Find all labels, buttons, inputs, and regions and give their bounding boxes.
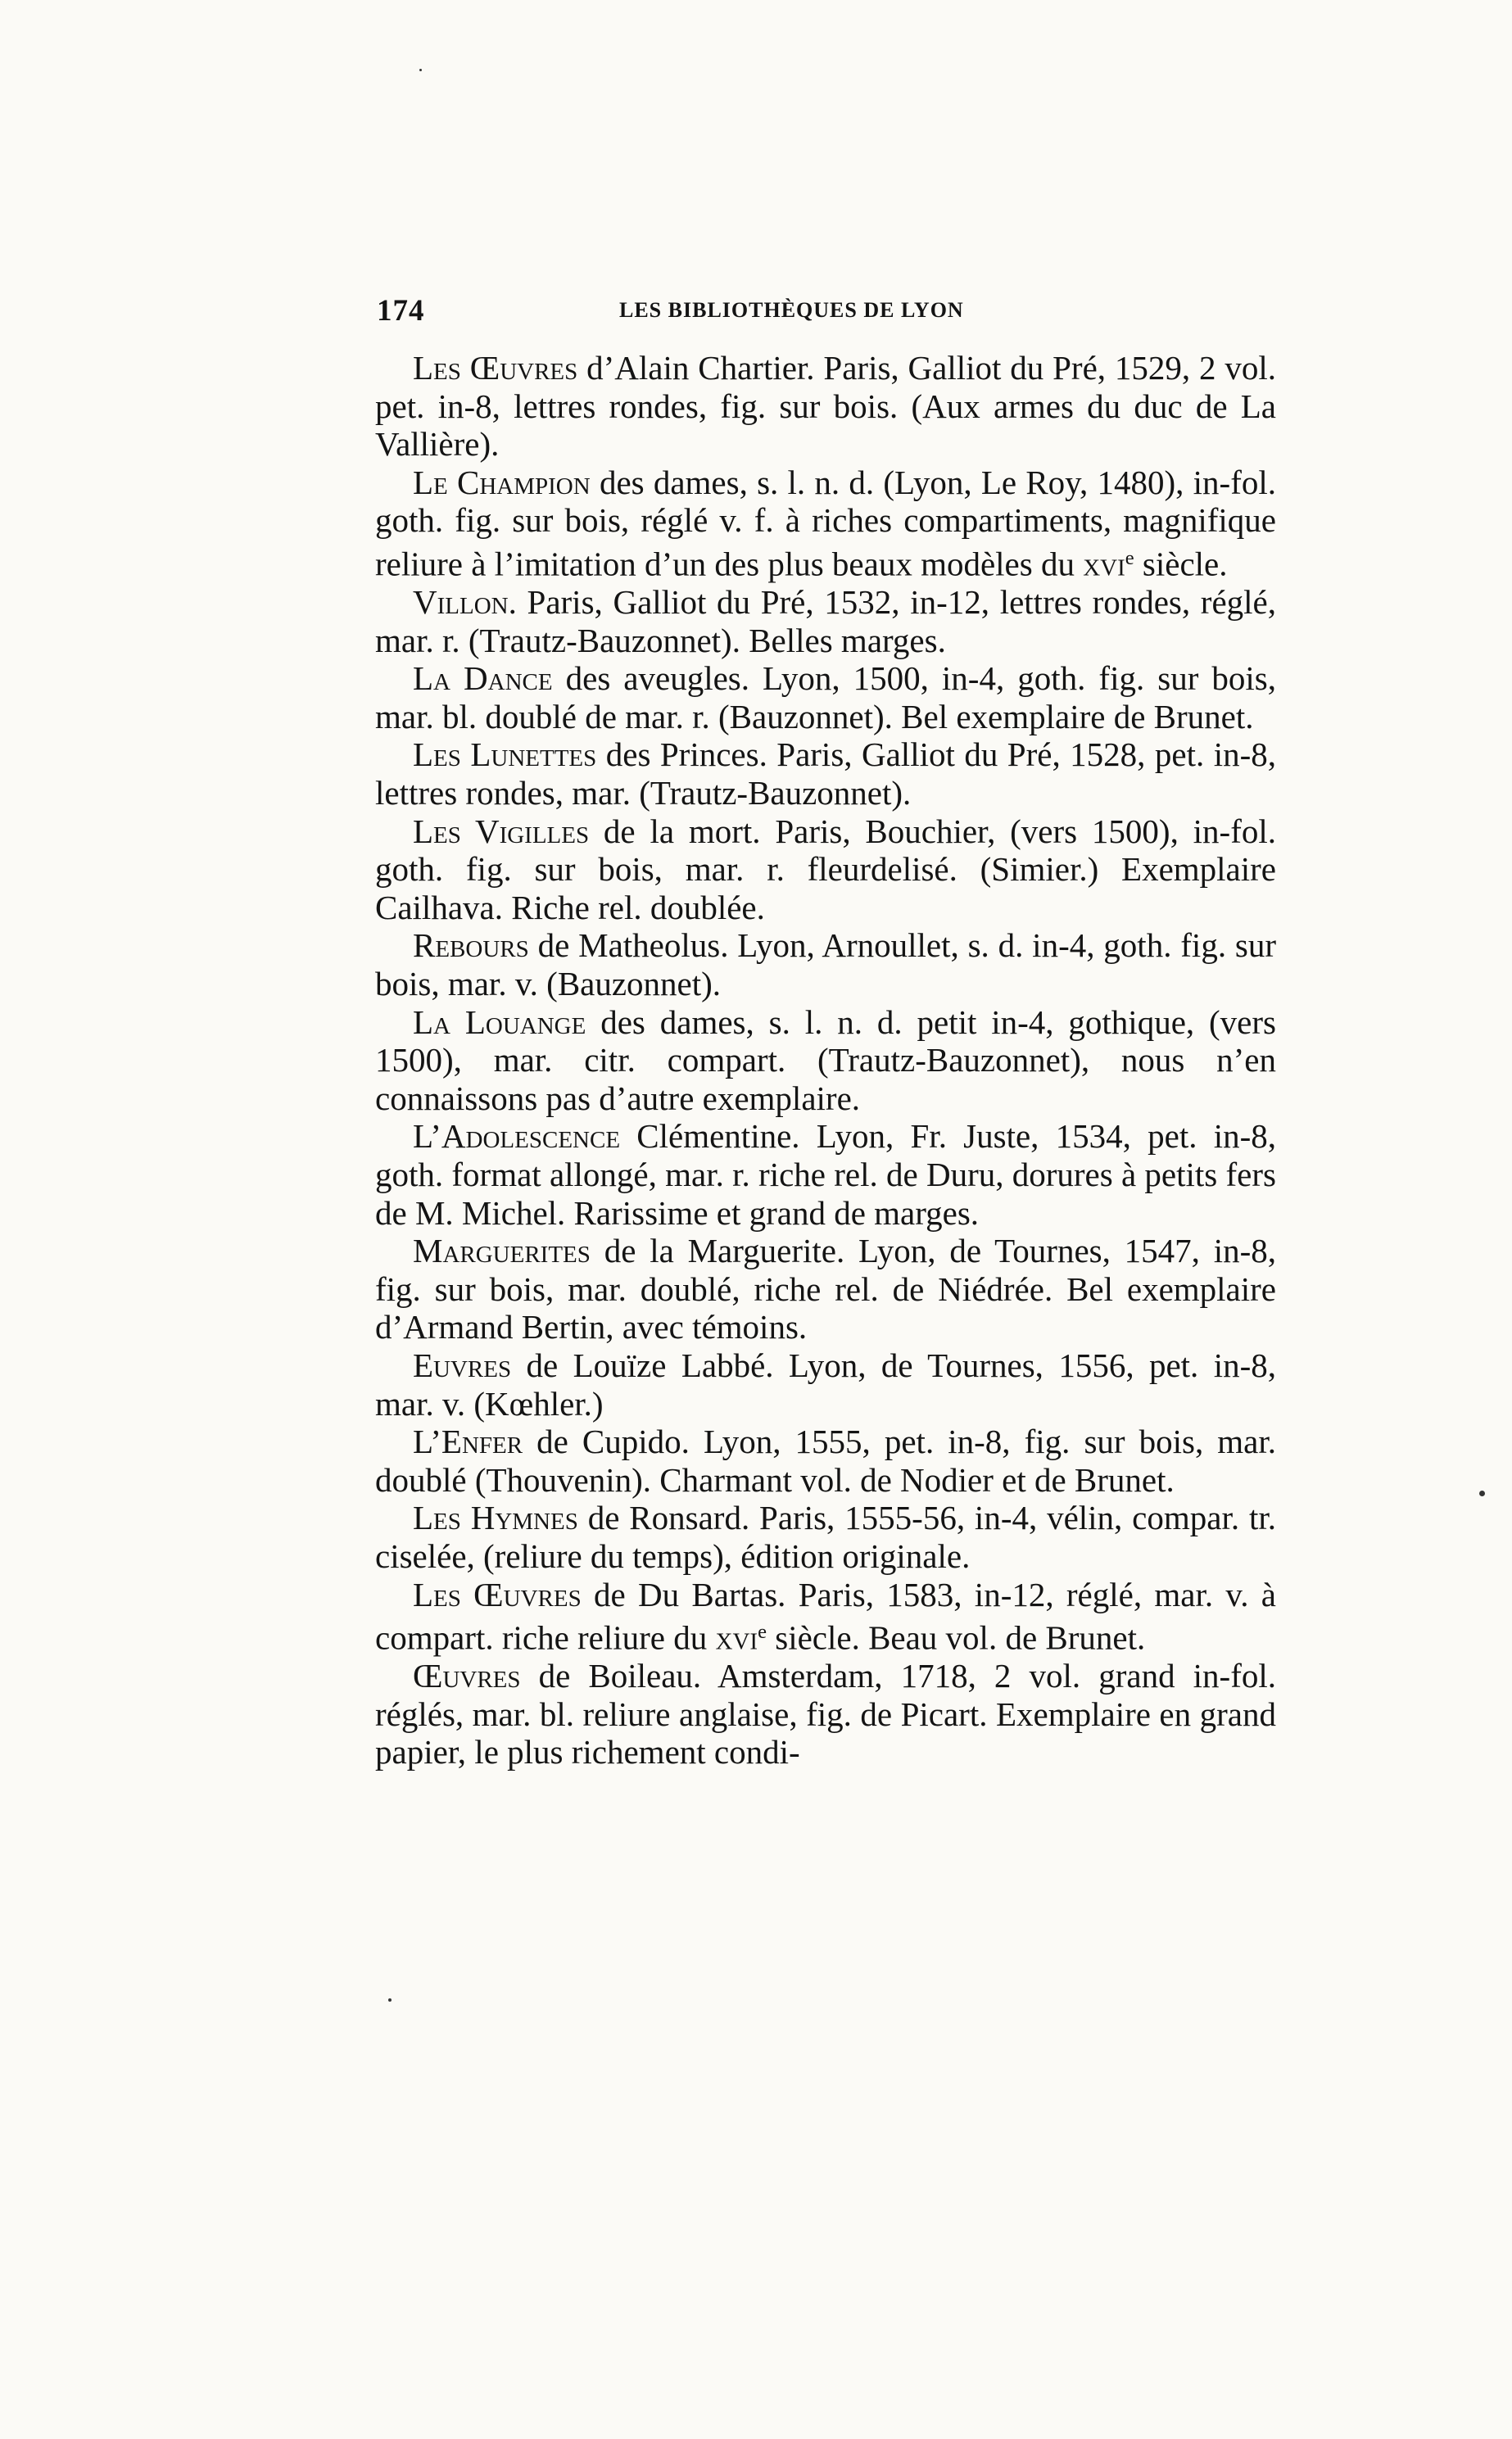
catalogue-entry xyxy=(375,1576,1276,1658)
entry-text: de la mort. Paris, Bouchier, (vers 1500), in-fol. goth. fig. sur bois, mar. r. fleurdelisé. (Simier.) Exemplaire Cailhava. Riche rel. doublée. xyxy=(375,812,1276,926)
ordinal-superscript: e xyxy=(758,1621,767,1644)
catalogue-entry xyxy=(375,349,1276,464)
entry-text: des aveugles. Lyon, 1500, in-4, goth. fig. sur bois, mar. bl. doublé de mar. r. (Bauzonnet). Bel exemplaire de Brunet. xyxy=(375,659,1276,735)
catalogue-entry xyxy=(375,1232,1276,1346)
page-number: 174 xyxy=(377,294,425,328)
catalogue-entry xyxy=(375,1003,1276,1118)
entry-text-end: siècle. Beau vol. de Brunet. xyxy=(766,1618,1146,1657)
ordinal-superscript: e xyxy=(1125,546,1134,569)
entry-text: Clémentine. Lyon, Fr. Juste, 1534, pet. in-8, goth. format allongé, mar. r. riche rel. de Duru, dorures à petits fers de M. Michel. Rarissime et grand de marges. xyxy=(375,1117,1276,1232)
entry-lead: L’Adolescence xyxy=(413,1117,621,1156)
entry-lead: Le Champion xyxy=(413,463,591,501)
entry-lead: Les Œuvres xyxy=(413,1575,582,1613)
entry-text: d’Alain Chartier. Paris, Galliot du Pré, 1529, 2 vol. pet. in-8, lettres rondes, fig. sur bois. (Aux armes du duc de La Vallière). xyxy=(375,349,1276,464)
entry-text: de Cupido. Lyon, 1555, pet. in-8, fig. sur bois, mar. doublé (Thouvenin). Charmant vol. de Nodier et de Brunet. xyxy=(375,1423,1276,1499)
scan-speck xyxy=(388,1998,392,2002)
entry-lead: L’Enfer xyxy=(413,1423,523,1461)
entry-text: Paris, Galliot du Pré, 1532, in-12, lettres rondes, réglé, mar. r. (Trautz-Bauzonnet). Belles marges. xyxy=(375,583,1276,659)
century-numeral: xvi xyxy=(715,1618,758,1657)
entry-text: de Ronsard. Paris, 1555-56, in-4, vélin, compar. tr. ciselée, (reliure du temps), édition originale. xyxy=(375,1499,1276,1575)
entry-text: de Louïze Labbé. Lyon, de Tournes, 1556, pet. in-8, mar. v. (Kœhler.) xyxy=(375,1346,1276,1423)
catalogue-entry xyxy=(375,583,1276,659)
entry-lead: Les Lunettes xyxy=(413,735,597,774)
entry-lead: La Dance xyxy=(413,659,553,698)
entry-lead: Euvres xyxy=(413,1346,512,1384)
century-numeral: xvi xyxy=(1083,545,1125,583)
catalogue-entry xyxy=(375,1657,1276,1772)
entry-text: de Du Bartas. Paris, 1583, in-12, réglé, mar. v. à compart. riche reliure du xyxy=(375,1575,1276,1657)
catalogue-entry xyxy=(375,1346,1276,1423)
entry-text: de Matheolus. Lyon, Arnoullet, s. d. in-4, goth. fig. sur bois, mar. v. (Bauzonnet). xyxy=(375,926,1276,1003)
entry-lead: Les Vigilles xyxy=(413,812,590,850)
catalogue-entry xyxy=(375,1499,1276,1575)
scan-speck xyxy=(419,69,422,71)
entry-lead: Œuvres xyxy=(413,1657,521,1695)
entry-lead: La Louange xyxy=(413,1002,586,1041)
catalogue-entry xyxy=(375,659,1276,735)
scan-speck xyxy=(1479,1491,1485,1496)
catalogue-entry xyxy=(375,1117,1276,1232)
entry-lead: Les Œuvres xyxy=(413,349,578,387)
entry-text: des dames, s. l. n. d. (Lyon, Le Roy, 1480), in-fol. goth. fig. sur bois, réglé v. f. à riches compartiments, magnifique reliure à l’imitation d’un des plus beaux modèles du xyxy=(375,463,1276,583)
entry-text: de la Marguerite. Lyon, de Tournes, 1547, in-8, fig. sur bois, mar. doublé, riche rel. de Niédrée. Bel exemplaire d’Armand Bertin, avec témoins. xyxy=(375,1232,1276,1346)
entry-text: des Princes. Paris, Galliot du Pré, 1528, pet. in-8, lettres rondes, mar. (Trautz-Bauzonnet). xyxy=(375,735,1276,812)
catalogue-entry xyxy=(375,464,1276,583)
entry-lead: Rebours xyxy=(413,926,529,965)
page-header xyxy=(377,293,1017,329)
catalogue-entry xyxy=(375,1423,1276,1499)
catalogue-entry xyxy=(375,926,1276,1002)
entry-text: de Boileau. Amsterdam, 1718, 2 vol. grand in-fol. réglés, mar. bl. reliure anglaise, fig. de Picart. Exemplaire en grand papier, le plus richement condi- xyxy=(375,1657,1276,1772)
catalogue-entry xyxy=(375,812,1276,927)
entry-lead: Les Hymnes xyxy=(413,1499,578,1537)
entry-lead: Marguerites xyxy=(413,1232,591,1270)
entry-text: des dames, s. l. n. d. petit in-4, gothique, (vers 1500), mar. citr. compart. (Trautz-Bauzonnet), nous n’en connaissons pas d’autre exemplaire. xyxy=(375,1002,1276,1117)
running-title: LES BIBLIOTHÈQUES DE LYON xyxy=(619,298,964,322)
catalogue-entries xyxy=(375,349,1276,1772)
entry-lead: Villon. xyxy=(413,583,517,622)
entry-text-end: siècle. xyxy=(1134,545,1228,583)
catalogue-entry xyxy=(375,735,1276,812)
